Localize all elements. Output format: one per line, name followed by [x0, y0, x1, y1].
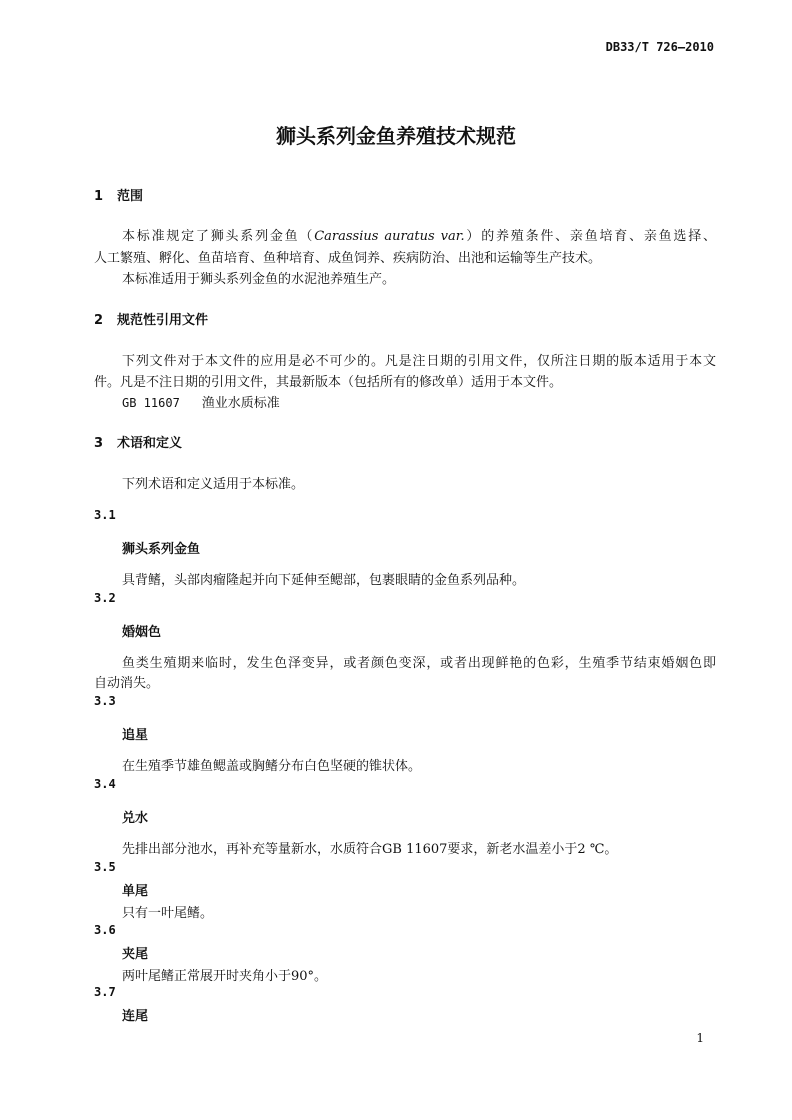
term-definition: 先排出部分池水，再补充等量新水，水质符合GB 11607要求，新老水温差小于2 ℃。: [122, 842, 618, 857]
section-1-paragraph-1-line-2: 人工繁殖、孵化、鱼苗培育、鱼种培育、成鱼饲养、疾病防治、出池和运输等生产技术。: [94, 251, 602, 266]
term-name: 狮头系列金鱼: [122, 542, 201, 557]
term-number: 3.6: [94, 923, 116, 937]
term-name: 婚姻色: [122, 625, 162, 640]
section-2-title: 规范性引用文件: [117, 313, 209, 328]
reference-title: 渔业水质标准: [201, 396, 280, 411]
term-definition: 只有一叶尾鳍。: [122, 906, 214, 921]
term-definition: 在生殖季节雄鱼鳃盖或胸鳍分布白色坚硬的锥状体。: [122, 759, 422, 774]
section-3-heading: [94, 432, 182, 451]
term-definition: 具背鳍，头部肉瘤隆起并向下延伸至鳃部，包裹眼睛的金鱼系列品种。: [122, 573, 526, 588]
section-2-paragraph-line-2: 件。凡是不注日期的引用文件，其最新版本（包括所有的修改单）适用于本文件。: [94, 375, 563, 390]
term-number: 3.7: [94, 985, 116, 999]
section-2-heading: [94, 309, 208, 328]
section-1-number: 1: [94, 189, 104, 204]
section-1-paragraph-2: 本标准适用于狮头系列金鱼的水泥池养殖生产。: [122, 272, 396, 287]
section-3-number: 3: [94, 436, 104, 451]
term-number: 3.2: [94, 591, 116, 605]
term-name: 单尾: [122, 884, 149, 899]
section-1-title: 范围: [117, 189, 144, 204]
term-definition-line-2: 自动消失。: [94, 676, 160, 691]
page-title: 狮头系列金鱼养殖技术规范: [276, 124, 516, 148]
latin-species-name: Carassius auratus var.: [314, 229, 465, 244]
term-number: 3.5: [94, 860, 116, 874]
term-definition: 两叶尾鳍正常展开时夹角小于90°。: [122, 969, 328, 984]
term-name: 连尾: [122, 1009, 149, 1024]
term-name: 夹尾: [122, 947, 149, 962]
section-3-intro: 下列术语和定义适用于本标准。: [122, 477, 305, 492]
term-name: 兑水: [122, 811, 149, 826]
reference-code: GB 11607: [122, 396, 180, 410]
page-number: 1: [696, 1031, 704, 1045]
document-code: DB33/T 726—2010: [605, 40, 714, 54]
section-1-paragraph-1-line-1: 本标准规定了狮头系列金鱼（Carassius auratus var.）的养殖条件、亲鱼培育、亲鱼选择、: [122, 229, 716, 244]
section-2-number: 2: [94, 313, 104, 328]
term-name: 追星: [122, 728, 149, 743]
normative-reference: [122, 392, 280, 411]
section-3-title: 术语和定义: [117, 436, 183, 451]
term-definition-line-1: 鱼类生殖期来临时，发生色泽变异，或者颜色变深，或者出现鲜艳的色彩，生殖季节结束婚姻色即: [122, 656, 716, 671]
term-number: 3.1: [94, 508, 116, 522]
term-number: 3.4: [94, 777, 116, 791]
term-number: 3.3: [94, 694, 116, 708]
section-1-heading: [94, 185, 143, 204]
section-2-paragraph-line-1: 下列文件对于本文件的应用是必不可少的。凡是注日期的引用文件，仅所注日期的版本适用于本文: [122, 354, 716, 369]
